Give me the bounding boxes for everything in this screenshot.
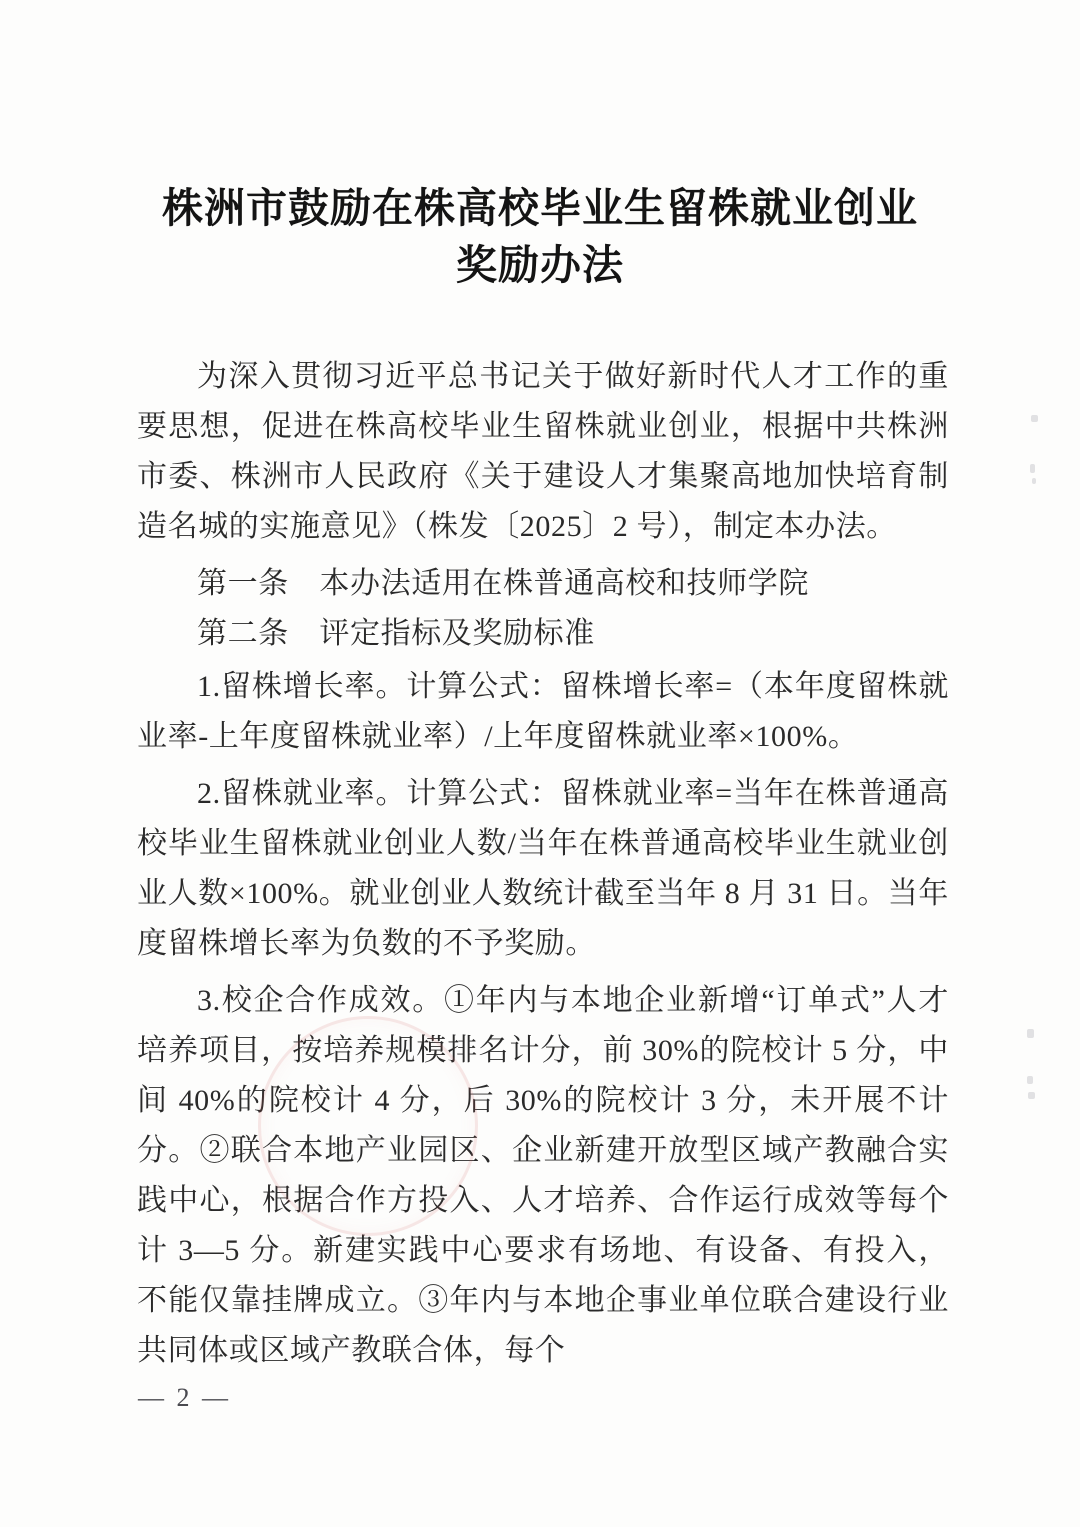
red-seal-scan-artifact	[258, 1016, 478, 1236]
scan-speck	[1031, 415, 1038, 422]
document-body	[137, 352, 949, 1376]
scan-speck	[1030, 464, 1035, 473]
paragraph-preamble: 为深入贯彻习近平总书记关于做好新时代人才工作的重要思想，促进在株高校毕业生留株就业创业，根据中共株洲市委、株洲市人民政府《关于建设人才集聚高地加快培育制造名城的实施意见》（株发〔2025〕2 号），制定本办法。	[137, 360, 949, 543]
scan-speck	[1027, 1076, 1033, 1084]
paragraph-article-1: 第一条 本办法适用在株普通高校和技师学院	[197, 567, 809, 600]
scan-speck	[1027, 1029, 1034, 1038]
page-number: — 2 —	[138, 1383, 231, 1412]
document-title-line-2: 奖励办法	[456, 242, 624, 288]
paragraph-item-1-growth-rate: 1.留株增长率。计算公式：留株增长率=（本年度留株就业率-上年度留株就业率）/上年度留株就业率×100%。	[137, 670, 949, 753]
scan-speck	[1032, 478, 1036, 484]
document-title-line-1: 株洲市鼓励在株高校毕业生留株就业创业	[162, 185, 918, 231]
paragraph-article-2: 第二条 评定指标及奖励标准	[197, 617, 595, 650]
paragraph-item-3-school-enterprise-cooperation: 3.校企合作成效。①年内与本地企业新增“订单式”人才培养项目，按培养规模排名计分，前 30%的院校计 5 分，中间 40%的院校计 4 分，后 30%的院校计 3 分，未开展不计分。②联合本地产业园区、企业新建开放型区域产教融合实践中心，根据合作方投入、人才培养、合作运行成效等每个计 3—5 分。新建实践中心要求有场地、有设备、有投入，不能仅靠挂牌成立。③年内与本地企事业单位联合建设行业共同体或区域产教联合体，每个	[137, 984, 949, 1367]
scan-speck	[1028, 1092, 1035, 1099]
document-title	[0, 180, 1080, 294]
paragraph-item-2-employment-rate: 2.留株就业率。计算公式：留株就业率=当年在株普通高校毕业生留株就业创业人数/当年在株普通高校毕业生就业创业人数×100%。就业创业人数统计截至当年 8 月 31 日。当年度留株增长率为负数的不予奖励。	[137, 777, 949, 960]
